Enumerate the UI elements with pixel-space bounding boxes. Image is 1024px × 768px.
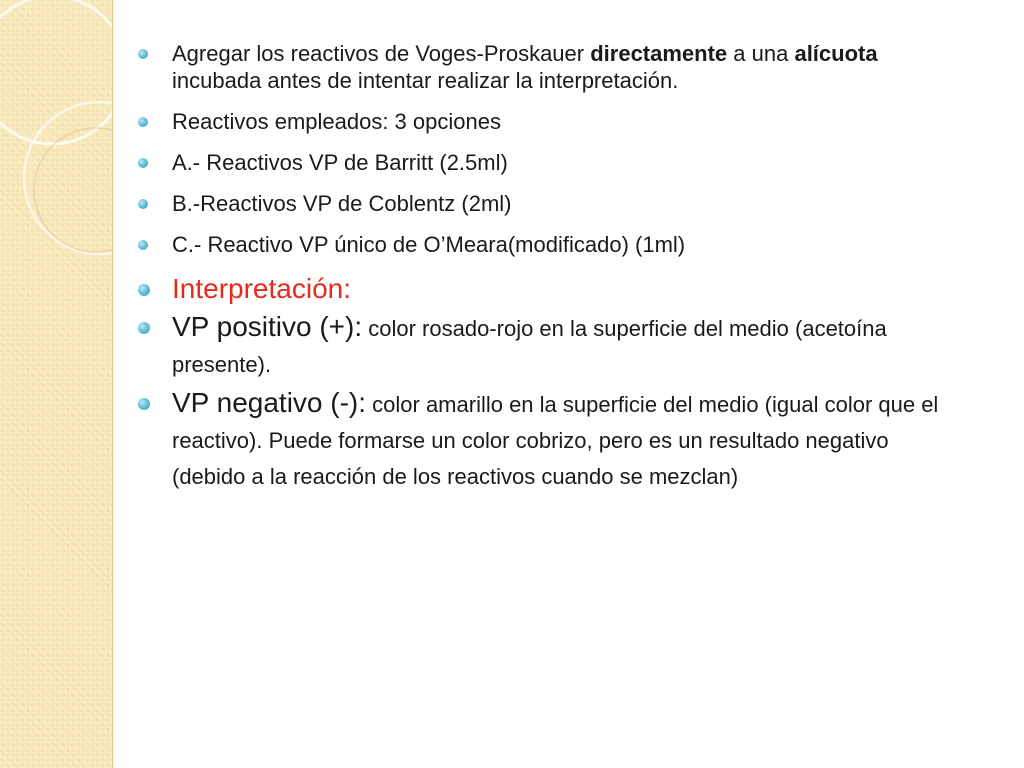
section-heading: Interpretación: xyxy=(172,273,351,304)
decorative-rings xyxy=(0,0,112,768)
bullet-dot-icon xyxy=(138,49,148,59)
bullet-text: C.- Reactivo VP único de O’Meara(modificado) (1ml) xyxy=(172,232,686,257)
bullet-item-option-b xyxy=(138,190,968,217)
decorative-ring-middle xyxy=(24,102,112,254)
decorative-ring-inner xyxy=(34,128,112,252)
bullet-item-agregar xyxy=(138,40,968,94)
decorative-ring-top xyxy=(0,0,112,144)
bullet-dot-icon xyxy=(138,117,148,127)
bullet-text: B.-Reactivos VP de Coblentz (2ml) xyxy=(172,191,512,216)
bullet-item-reactivos xyxy=(138,108,968,135)
bullet-dot-icon xyxy=(138,199,148,209)
bullet-text: Agregar los reactivos de Voges-Proskauer xyxy=(172,41,591,66)
bullet-dot-icon xyxy=(138,240,148,250)
bullet-item-vp-negativo xyxy=(138,386,968,494)
bullet-text: a una xyxy=(727,41,795,66)
bullet-text: incubada antes de intentar realizar la interpretación. xyxy=(172,68,679,93)
bullet-dot-icon xyxy=(138,398,150,410)
result-label: VP negativo (-): xyxy=(172,387,367,418)
bullet-item-option-a xyxy=(138,149,968,176)
bullet-item-vp-positivo xyxy=(138,310,968,382)
band-edge-shadow xyxy=(112,0,115,768)
bullet-item-interpretacion xyxy=(138,272,968,306)
bullet-dot-icon xyxy=(138,158,148,168)
bold-text: directamente xyxy=(590,41,728,66)
bold-text: alícuota xyxy=(794,41,878,66)
bullet-list xyxy=(138,40,968,498)
decorative-side-band xyxy=(0,0,113,768)
bullet-text: Reactivos empleados: 3 opciones xyxy=(172,109,501,134)
bullet-text: A.- Reactivos VP de Barritt (2.5ml) xyxy=(172,150,508,175)
result-description: color amarillo en la superficie del medio (igual color que el reactivo). Puede formarse un color cobrizo, pero es un resultado negativo (debido a la reacción de los reactivos cuando se mezclan) xyxy=(172,392,939,489)
result-description: color rosado-rojo en la superficie del medio (acetoína presente). xyxy=(172,316,887,377)
bullet-dot-icon xyxy=(138,284,150,296)
result-label: VP positivo (+): xyxy=(172,311,363,342)
bullet-dot-icon xyxy=(138,322,150,334)
bullet-item-option-c xyxy=(138,231,968,258)
